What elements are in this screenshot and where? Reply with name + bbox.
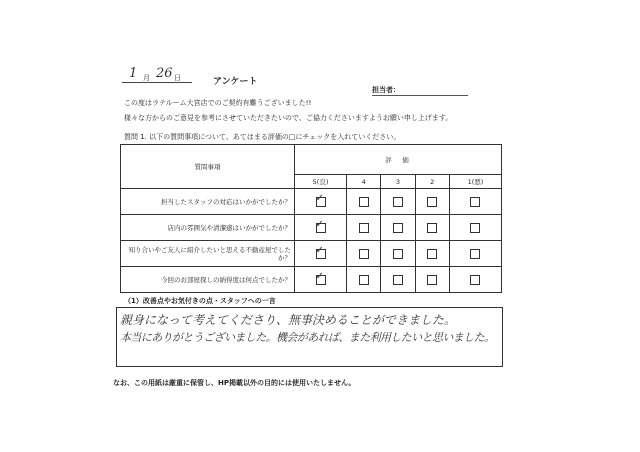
date-underline	[122, 82, 192, 83]
checkbox-2[interactable]	[427, 249, 437, 259]
checkbox-4[interactable]	[359, 249, 369, 259]
rating-header-5: 5(良)	[295, 175, 347, 189]
checkbox-2[interactable]	[427, 223, 437, 233]
col-rating-header: 評 価	[295, 145, 502, 175]
question-text: 担当したスタッフの対応はいかがでしたか？	[121, 189, 295, 215]
checkbox-5-checked[interactable]	[316, 197, 326, 207]
table-row	[121, 215, 502, 241]
staff-label: 担当者：	[372, 85, 468, 96]
question1-heading: 質問 1. 以下の質問事項について、あてはまる評価の□にチェックを入れていください。	[124, 133, 401, 141]
table-row	[121, 241, 502, 267]
survey-table	[120, 144, 502, 293]
checkbox-1[interactable]	[470, 197, 480, 207]
checkbox-4[interactable]	[359, 197, 369, 207]
checkbox-3[interactable]	[393, 275, 403, 285]
rating-header-1: 1(悪)	[449, 175, 501, 189]
checkbox-2[interactable]	[427, 197, 437, 207]
page-title: アンケート	[213, 77, 258, 87]
checkbox-1[interactable]	[470, 223, 480, 233]
intro-line-1: この度はラテルーム大宮店でのご契約有難うございました!!	[124, 99, 312, 107]
table-row	[121, 189, 502, 215]
month-label: 月	[143, 74, 150, 82]
day-label: 日	[174, 74, 181, 82]
month-value: 1	[129, 66, 138, 81]
rating-header-4: 4	[347, 175, 381, 189]
question-text: 店内の雰囲気や清潔感はいかがでしたか？	[121, 215, 295, 241]
rating-header-3: 3	[381, 175, 415, 189]
col-item-header: 質問事項	[121, 145, 295, 189]
checkbox-3[interactable]	[393, 249, 403, 259]
intro-line-2: 様々な方からのご意見を参考にさせていただきたいので、ご協力くださいますようお願い申し上げます。	[124, 114, 453, 122]
checkbox-3[interactable]	[393, 197, 403, 207]
checkbox-4[interactable]	[359, 223, 369, 233]
question-text: 知り合いやご友人に紹介したいと思える不動産屋でしたか？	[121, 241, 295, 267]
day-value: 26	[156, 66, 173, 81]
checkbox-1[interactable]	[470, 275, 480, 285]
comment-line-1: 親身になって考えてくださり、無事決めることができました。	[120, 313, 457, 327]
footer-note: なお、この用紙は厳重に保管し、HP掲載以外の目的には使用いたしません。	[113, 379, 356, 387]
comments-heading: （1）改善点やお気付きの点・スタッフへの一言	[124, 297, 276, 305]
checkbox-3[interactable]	[393, 223, 403, 233]
checkbox-5-checked[interactable]	[316, 223, 326, 233]
checkbox-2[interactable]	[427, 275, 437, 285]
checkbox-5-checked[interactable]	[316, 249, 326, 259]
checkbox-4[interactable]	[359, 275, 369, 285]
table-row	[121, 267, 502, 293]
checkbox-1[interactable]	[470, 249, 480, 259]
rating-header-2: 2	[415, 175, 449, 189]
checkbox-5-checked[interactable]	[316, 275, 326, 285]
comment-line-2: 本当にありがとうございました。機会があれば、また利用したいと思いました。	[120, 331, 495, 344]
question-text: 今回のお部屋探しの納得度は何点でしたか？	[121, 267, 295, 293]
